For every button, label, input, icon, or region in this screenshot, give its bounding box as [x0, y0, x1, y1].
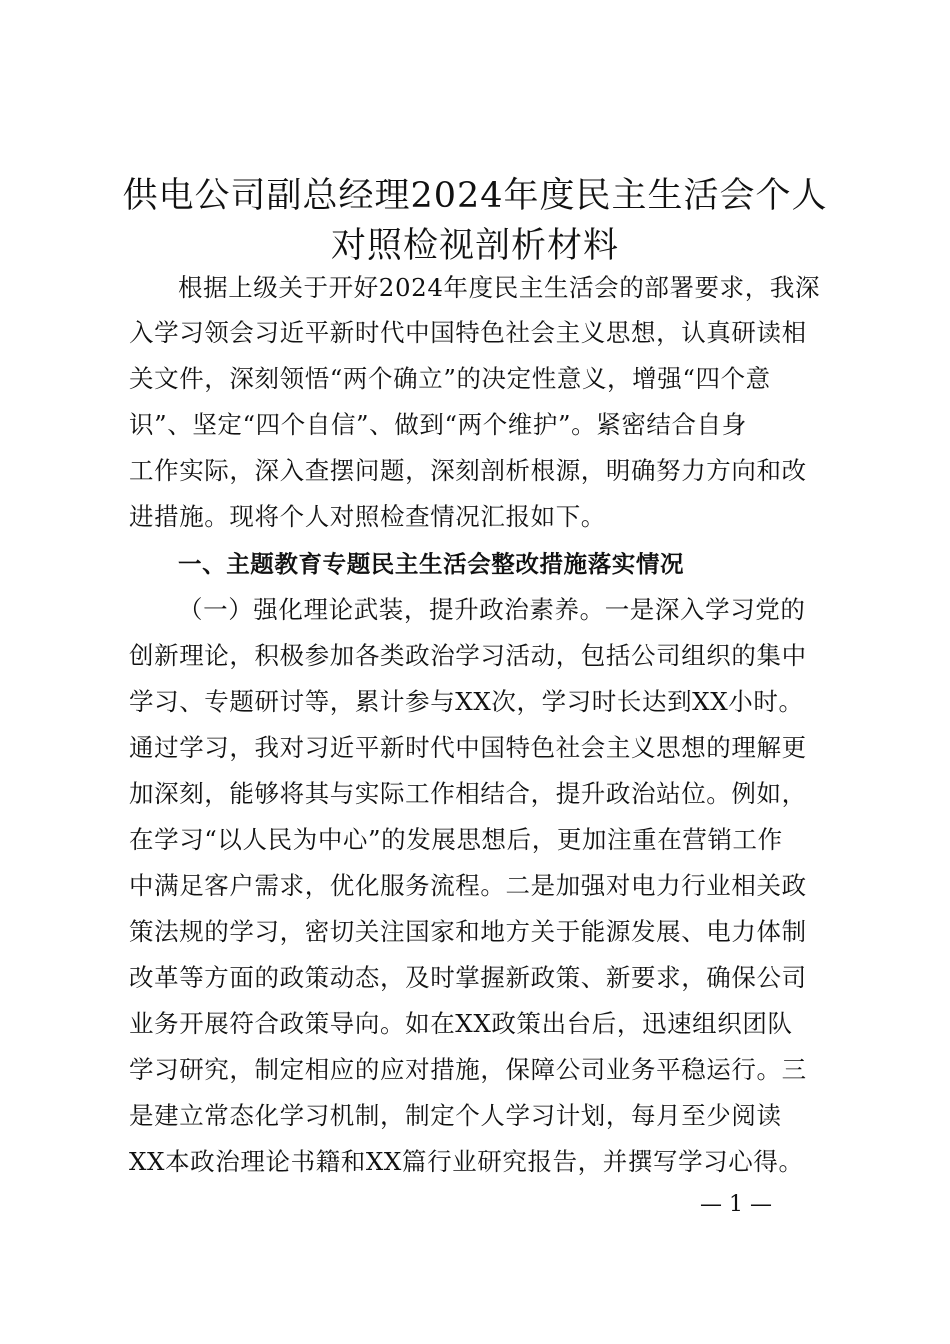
intro-paragraph-line: 工作实际，深入查摆问题，深刻剖析根源，明确努力方向和改	[129, 456, 807, 485]
body-paragraph-line: 业务开展符合政策导向。如在XX政策出台后，迅速组织团队	[129, 1009, 793, 1038]
page-number: — 1 —	[700, 1192, 772, 1217]
intro-paragraph-line: 入学习领会习近平新时代中国特色社会主义思想，认真研读相	[129, 318, 807, 347]
body-paragraph-line: （一）强化理论武装，提升政治素养。一是深入学习党的	[178, 595, 806, 624]
intro-paragraph-line: 进措施。现将个人对照检查情况汇报如下。	[129, 502, 606, 531]
intro-paragraph-line: 关文件，深刻领悟“两个确立”的决定性意义，增强“四个意	[129, 364, 771, 393]
intro-paragraph-line: 根据上级关于开好2024年度民主生活会的部署要求，我深	[178, 273, 821, 302]
document-title-line-2: 对照检视剖析材料	[330, 226, 619, 266]
body-paragraph-line: 在学习“以人民为中心”的发展思想后，更加注重在营销工作	[129, 825, 783, 854]
body-paragraph-line: 是建立常态化学习机制，制定个人学习计划，每月至少阅读	[129, 1101, 782, 1130]
body-paragraph-line: 加深刻，能够将其与实际工作相结合，提升政治站位。例如，	[129, 779, 807, 808]
body-paragraph-line: 学习研究，制定相应的应对措施，保障公司业务平稳运行。三	[129, 1055, 807, 1084]
body-paragraph-line: 中满足客户需求，优化服务流程。二是加强对电力行业相关政	[129, 871, 807, 900]
body-paragraph-line: 策法规的学习，密切关注国家和地方关于能源发展、电力体制	[129, 917, 807, 946]
body-paragraph-line: 改革等方面的政策动态，及时掌握新政策、新要求，确保公司	[129, 963, 807, 992]
intro-paragraph-line: 识”、坚定“四个自信”、做到“两个维护”。紧密结合自身	[129, 410, 747, 439]
body-paragraph-line: XX本政治理论书籍和XX篇行业研究报告，并撰写学习心得。	[129, 1147, 804, 1176]
body-paragraph-line: 通过学习，我对习近平新时代中国特色社会主义思想的理解更	[129, 733, 807, 762]
document-title-line-1: 供电公司副总经理2024年度民主生活会个人	[122, 176, 828, 216]
body-paragraph-line: 创新理论，积极参加各类政治学习活动，包括公司组织的集中	[129, 641, 807, 670]
body-paragraph-line: 学习、专题研讨等，累计参与XX次，学习时长达到XX小时。	[129, 687, 804, 716]
section-heading: 一、主题教育专题民主生活会整改措施落实情况	[178, 550, 685, 578]
